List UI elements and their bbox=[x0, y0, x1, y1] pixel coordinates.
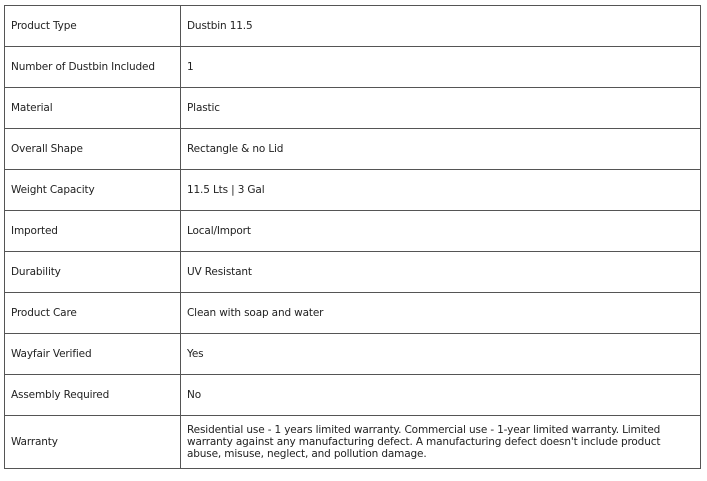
spec-value: Yes bbox=[181, 334, 701, 375]
spec-value: Rectangle & no Lid bbox=[181, 129, 701, 170]
spec-label: Warranty bbox=[5, 416, 181, 469]
spec-label: Imported bbox=[5, 211, 181, 252]
spec-row-warranty bbox=[5, 416, 701, 469]
spec-row-wayfair-verified bbox=[5, 334, 701, 375]
spec-value: 11.5 Lts | 3 Gal bbox=[181, 170, 701, 211]
spec-label: Wayfair Verified bbox=[5, 334, 181, 375]
spec-value: Local/Import bbox=[181, 211, 701, 252]
spec-row-material bbox=[5, 88, 701, 129]
spec-row-assembly-required bbox=[5, 375, 701, 416]
spec-value: Dustbin 11.5 bbox=[181, 6, 701, 47]
spec-label: Durability bbox=[5, 252, 181, 293]
spec-label: Product Care bbox=[5, 293, 181, 334]
spec-row-imported bbox=[5, 211, 701, 252]
spec-row-product-care bbox=[5, 293, 701, 334]
spec-value: No bbox=[181, 375, 701, 416]
spec-value: 1 bbox=[181, 47, 701, 88]
spec-label: Weight Capacity bbox=[5, 170, 181, 211]
spec-value: UV Resistant bbox=[181, 252, 701, 293]
spec-value: Clean with soap and water bbox=[181, 293, 701, 334]
spec-row-product-type bbox=[5, 6, 701, 47]
product-spec-table bbox=[4, 5, 701, 469]
spec-label: Overall Shape bbox=[5, 129, 181, 170]
spec-label: Product Type bbox=[5, 6, 181, 47]
spec-label: Material bbox=[5, 88, 181, 129]
spec-row-dustbin-count bbox=[5, 47, 701, 88]
spec-row-overall-shape bbox=[5, 129, 701, 170]
spec-label: Number of Dustbin Included bbox=[5, 47, 181, 88]
spec-row-weight-capacity bbox=[5, 170, 701, 211]
spec-row-durability bbox=[5, 252, 701, 293]
spec-label: Assembly Required bbox=[5, 375, 181, 416]
spec-value: Residential use - 1 years limited warranty. Commercial use - 1-year limited warranty. Limited warranty against any manufacturing defect. A manufacturing defect doesn't include product abuse, misuse, neglect, and pollution damage. bbox=[181, 416, 701, 469]
spec-value: Plastic bbox=[181, 88, 701, 129]
